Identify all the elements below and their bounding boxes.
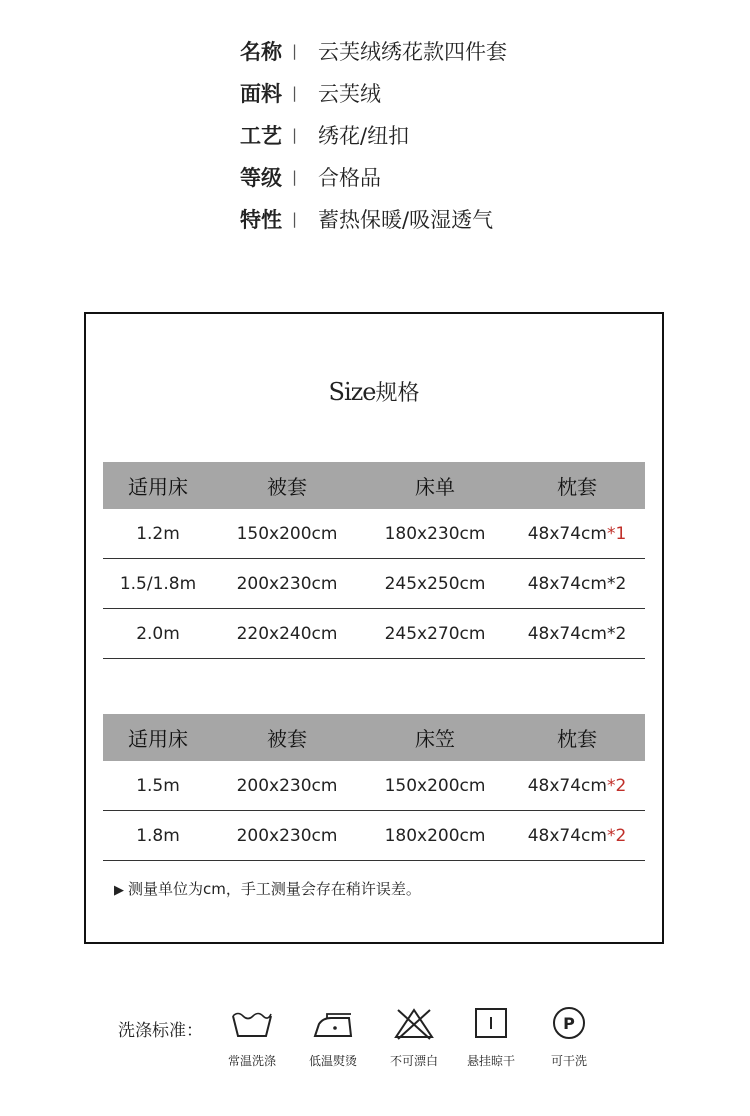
cell-bed: 1.5/1.8m <box>103 559 213 609</box>
size-table-sheet <box>103 462 645 659</box>
attr-value: 绣花/纽扣 <box>318 124 410 148</box>
pillow-qty: *1 <box>606 523 627 544</box>
pillow-size: 48x74cm <box>527 623 607 644</box>
pillow-size: 48x74cm <box>527 825 607 846</box>
cell-pillow <box>509 811 645 861</box>
col-header-bed: 适用床 <box>103 714 213 761</box>
wash-item-no-bleach <box>374 1006 454 1069</box>
pillow-size: 48x74cm <box>527 523 607 544</box>
cell-cover: 220x240cm <box>213 609 361 659</box>
table-row <box>103 761 645 811</box>
cell-cover: 150x200cm <box>213 509 361 559</box>
size-title-en: Size <box>328 378 376 406</box>
col-header-cover: 被套 <box>213 714 361 761</box>
cell-sheet: 245x250cm <box>361 559 509 609</box>
wash-item-dry-clean <box>529 1006 609 1069</box>
table-row <box>103 509 645 559</box>
washing-label: 洗涤标准： <box>118 1021 203 1041</box>
wash-item-iron <box>293 1006 373 1069</box>
attr-value: 蓄热保暖/吸湿透气 <box>318 208 494 232</box>
pillow-qty: *2 <box>606 573 627 594</box>
attr-separator: | <box>292 42 298 60</box>
attr-row-fabric <box>240 72 507 114</box>
washing-instructions <box>0 1000 750 1110</box>
cell-pillow <box>509 609 645 659</box>
attr-label: 面料 <box>240 82 282 106</box>
col-header-pillow: 枕套 <box>509 714 645 761</box>
attr-label: 等级 <box>240 166 282 190</box>
cell-sheet: 150x200cm <box>361 761 509 811</box>
cell-bed: 1.2m <box>103 509 213 559</box>
attr-separator: | <box>292 84 298 102</box>
cell-pillow <box>509 761 645 811</box>
col-header-pillow: 枕套 <box>509 462 645 509</box>
attr-row-name <box>240 30 507 72</box>
cell-sheet: 180x230cm <box>361 509 509 559</box>
product-attributes <box>240 30 507 240</box>
pillow-qty: *2 <box>606 825 627 846</box>
note-text: 测量单位为cm，手工测量会存在稍许误差。 <box>128 880 421 898</box>
size-title-cn: 规格 <box>375 381 420 406</box>
size-title <box>86 376 662 407</box>
table-header-row <box>103 462 645 509</box>
attr-separator: | <box>292 210 298 228</box>
pillow-size: 48x74cm <box>527 775 607 796</box>
cell-bed: 1.5m <box>103 761 213 811</box>
wash-item-normal <box>212 1006 292 1069</box>
wash-caption: 不可漂白 <box>389 1054 438 1068</box>
wash-caption: 低温熨烫 <box>308 1054 357 1068</box>
attr-row-grade <box>240 156 507 198</box>
pillow-size: 48x74cm <box>527 573 607 594</box>
no-bleach-icon <box>392 1006 436 1040</box>
cell-bed: 2.0m <box>103 609 213 659</box>
cell-cover: 200x230cm <box>213 761 361 811</box>
table-row <box>103 609 645 659</box>
attr-label: 工艺 <box>240 124 282 148</box>
attr-value: 合格品 <box>318 166 381 190</box>
table-row <box>103 559 645 609</box>
wash-caption: 可干洗 <box>550 1054 587 1068</box>
attr-label: 特性 <box>240 208 282 232</box>
dry-clean-symbol: P <box>563 1014 575 1033</box>
size-table-fitted <box>103 714 645 861</box>
pillow-qty: *2 <box>606 623 627 644</box>
cell-pillow <box>509 509 645 559</box>
cell-sheet: 180x200cm <box>361 811 509 861</box>
attr-value: 云芙绒 <box>318 82 381 106</box>
col-header-sheet: 床单 <box>361 462 509 509</box>
attr-separator: | <box>292 168 298 186</box>
cell-pillow <box>509 559 645 609</box>
wash-item-hang-dry <box>451 1006 531 1069</box>
attr-separator: | <box>292 126 298 144</box>
triangle-icon: ▶ <box>114 883 124 898</box>
pillow-qty: *2 <box>606 775 627 796</box>
attr-row-feature <box>240 198 507 240</box>
size-chart-panel <box>84 312 664 944</box>
iron-icon <box>311 1006 355 1040</box>
table-row <box>103 811 645 861</box>
attr-value: 云芙绒绣花款四件套 <box>318 40 507 64</box>
measurement-note <box>114 878 421 899</box>
attr-label: 名称 <box>240 40 282 64</box>
wash-caption: 常温洗涤 <box>227 1054 276 1068</box>
col-header-cover: 被套 <box>213 462 361 509</box>
cell-bed: 1.8m <box>103 811 213 861</box>
dry-clean-icon <box>547 1006 591 1040</box>
cell-sheet: 245x270cm <box>361 609 509 659</box>
attr-row-craft <box>240 114 507 156</box>
table-header-row <box>103 714 645 761</box>
wash-tub-icon <box>230 1006 274 1040</box>
hang-dry-icon <box>469 1006 513 1040</box>
col-header-bed: 适用床 <box>103 462 213 509</box>
cell-cover: 200x230cm <box>213 559 361 609</box>
col-header-fitted-sheet: 床笠 <box>361 714 509 761</box>
cell-cover: 200x230cm <box>213 811 361 861</box>
wash-caption: 悬挂晾干 <box>466 1054 515 1068</box>
